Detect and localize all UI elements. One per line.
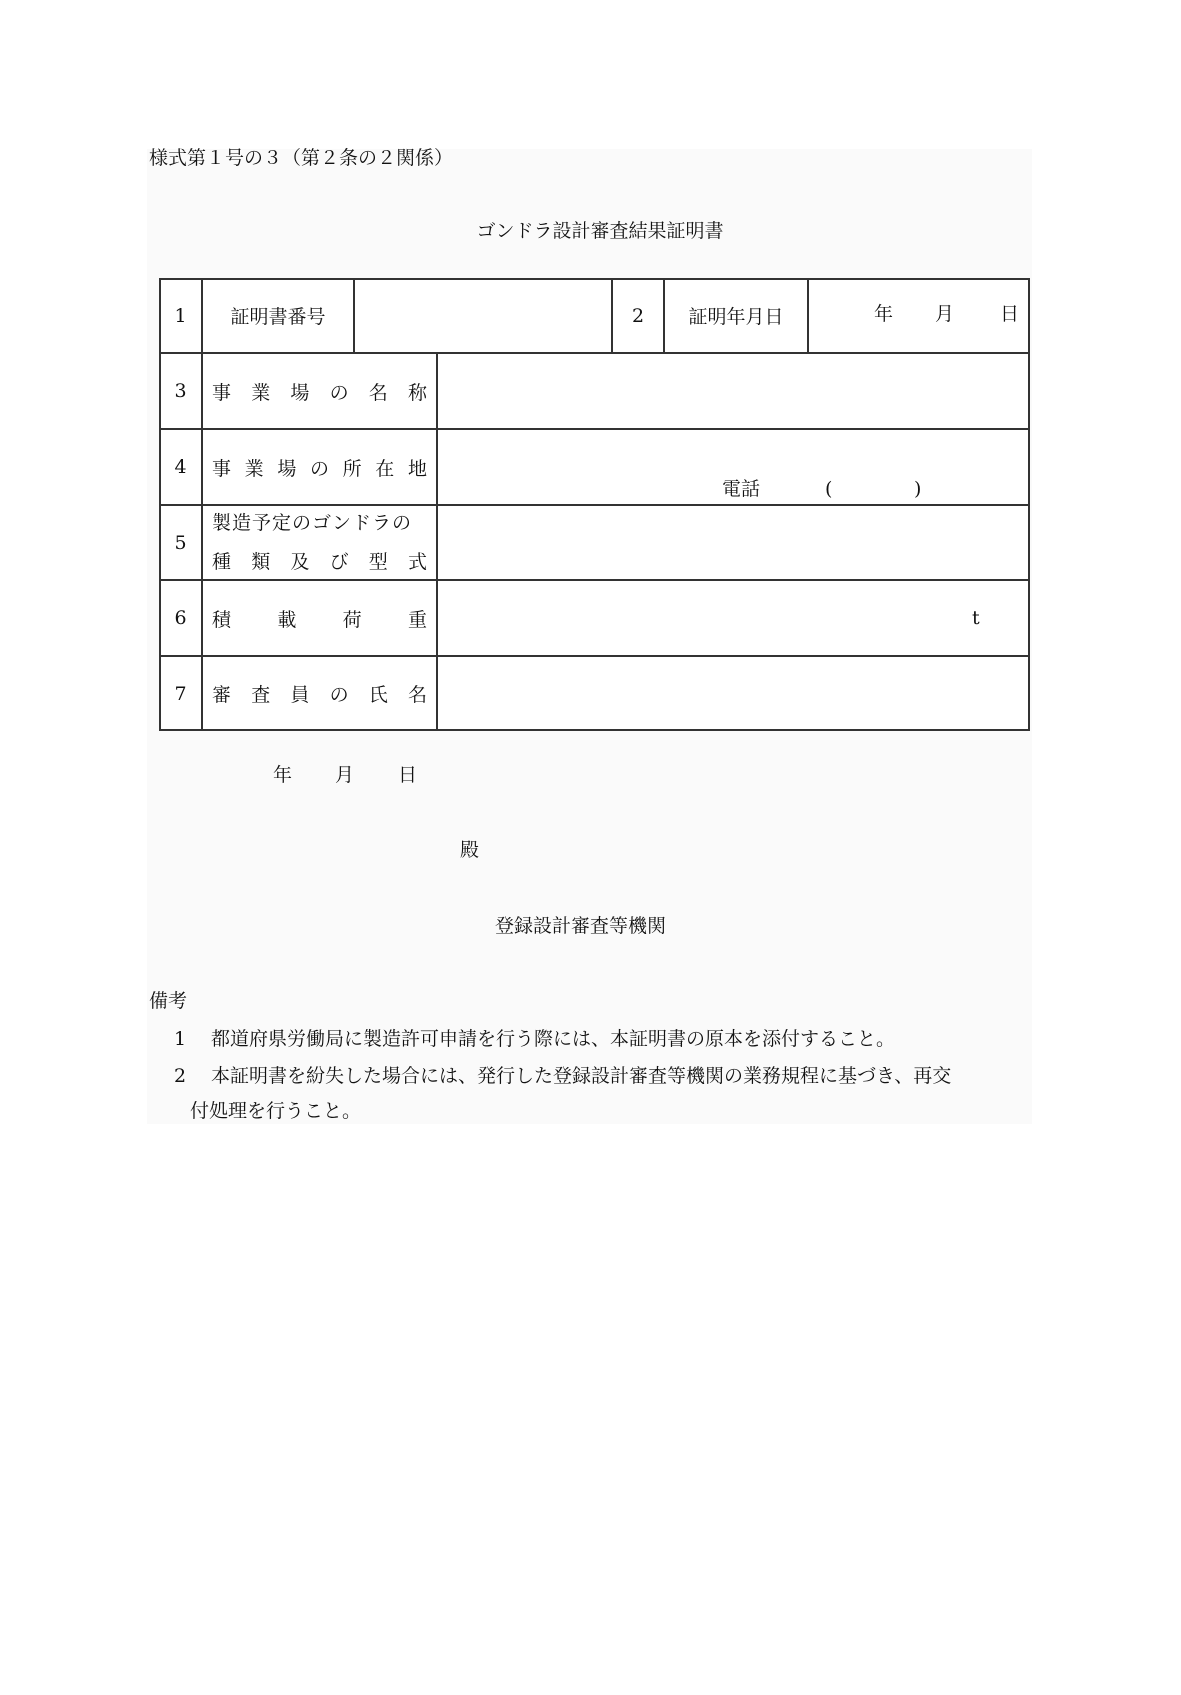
- label-char: 及: [290, 550, 310, 573]
- label-char: 積: [212, 608, 232, 631]
- row-number: 5: [174, 531, 187, 554]
- day-label: 日: [1000, 303, 1020, 325]
- label-char: 式: [407, 550, 427, 573]
- month-label: 月: [935, 303, 955, 325]
- label-char: 場: [290, 381, 310, 404]
- label-char: の: [309, 457, 329, 480]
- document-title: ゴンドラ設計審査結果証明書: [476, 220, 724, 242]
- date-day: 日: [398, 764, 418, 786]
- label-char: 業: [251, 381, 271, 404]
- label-char: の: [329, 684, 349, 706]
- date-year: 年: [273, 764, 293, 786]
- date-month: 月: [335, 764, 355, 786]
- note-number: 1: [174, 1028, 187, 1050]
- label-char: 業: [244, 457, 264, 480]
- phone-label: 電話: [722, 478, 761, 500]
- phone-paren-close: ): [914, 478, 922, 500]
- load-capacity-label: [212, 580, 427, 656]
- row-number: 1: [174, 304, 187, 327]
- phone-paren-open: (: [825, 478, 833, 500]
- certificate-date-field[interactable]: [809, 280, 1029, 352]
- label-char: 査: [251, 684, 271, 706]
- year-label: 年: [874, 303, 894, 325]
- label-char: 型: [368, 550, 388, 573]
- certificate-date-label: 証明年月日: [688, 306, 784, 328]
- row-number: 3: [174, 380, 187, 402]
- label-char: 種: [212, 550, 232, 573]
- business-name-label: [212, 353, 427, 429]
- row-number: 2: [631, 304, 645, 327]
- label-char: 事: [212, 381, 232, 404]
- gondola-type-field[interactable]: [438, 507, 1028, 578]
- label-char: 事: [212, 457, 232, 480]
- label-char: 称: [407, 381, 427, 404]
- label-char: び: [329, 550, 349, 573]
- certificate-number-field[interactable]: [355, 280, 611, 352]
- label-char: 審: [212, 684, 232, 706]
- row-number: 7: [174, 682, 187, 705]
- label-char: 名: [368, 381, 388, 404]
- business-address-label: [212, 429, 427, 505]
- form-number: 様式第１号の３（第２条の２関係）: [149, 147, 454, 169]
- gondola-type-label-line2: [212, 549, 427, 571]
- label-char: 員: [290, 684, 310, 706]
- note-text-continuation: 付処理を行うこと。: [190, 1100, 362, 1122]
- note-text: 本証明書を紛失した場合には、発行した登録設計審査等機関の業務規程に基づき、再交: [211, 1065, 952, 1087]
- label-char: 在: [375, 457, 395, 480]
- certificate-number-label: 証明書番号: [230, 306, 326, 328]
- label-char: 場: [277, 457, 297, 480]
- note-text: 都道府県労働局に製造許可申請を行う際には、本証明書の原本を添付すること。: [211, 1028, 896, 1050]
- label-char: 氏: [368, 684, 388, 706]
- examiner-name-field[interactable]: [438, 658, 1028, 729]
- gondola-type-label-line1: 製造予定のゴンドラの: [212, 512, 413, 534]
- label-char: の: [329, 381, 349, 404]
- note-number: 2: [174, 1065, 187, 1087]
- notes-heading: 備考: [149, 990, 188, 1012]
- label-char: 類: [251, 550, 271, 573]
- row-number: 4: [174, 456, 187, 478]
- label-char: 所: [342, 457, 362, 480]
- load-capacity-field[interactable]: [438, 582, 1028, 654]
- label-char: 荷: [342, 608, 362, 631]
- label-char: 名: [407, 684, 427, 706]
- examiner-name-label: [212, 656, 427, 731]
- addressee-suffix: 殿: [460, 839, 480, 861]
- issuer-label: 登録設計審査等機関: [495, 915, 667, 937]
- unit-ton: t: [972, 607, 980, 629]
- label-char: 載: [277, 608, 297, 631]
- label-char: 重: [407, 608, 427, 631]
- row-number: 6: [174, 607, 187, 629]
- business-name-field[interactable]: [438, 355, 1028, 427]
- label-char: 地: [407, 457, 427, 480]
